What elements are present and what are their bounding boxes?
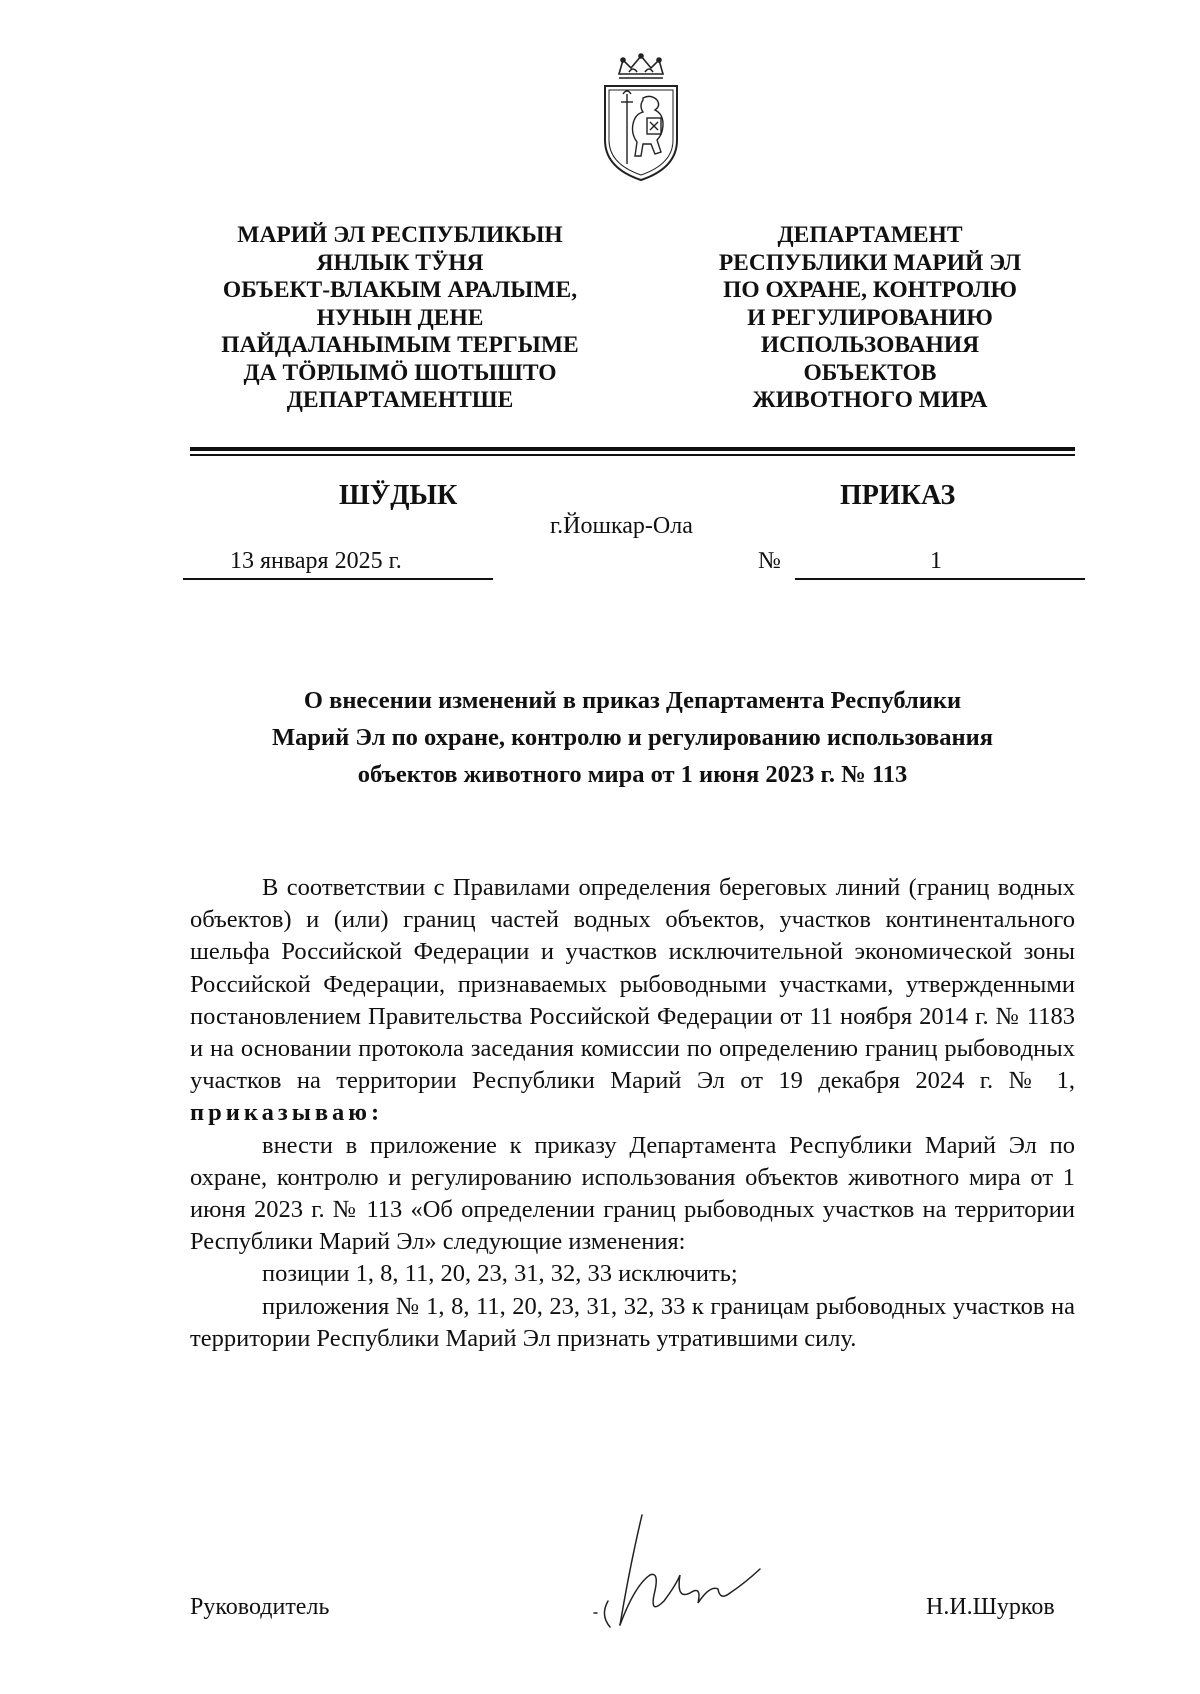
handwritten-signature (580, 1505, 780, 1645)
document-body (190, 872, 1075, 1355)
body-paragraph (190, 872, 1075, 1130)
header-mari-line: МАРИЙ ЭЛ РЕСПУБЛИКЫН (237, 222, 563, 248)
header-ru-line: И РЕГУЛИРОВАНИЮ (747, 304, 993, 331)
order-city: г.Йошкар-Ола (550, 513, 693, 539)
document-title-line: объектов животного мира от 1 июня 2023 г. № 113 (357, 761, 908, 788)
signatory-name: Н.И.Шурков (926, 1594, 1055, 1620)
preamble-text: В соответствии с Правилами определения береговых линий (границ водных объектов) и (или) границ частей водных объектов, участков континентального шельфа Российской Федерации и участков исключительной экономической зоны Российской Федерации, признаваемых рыбоводными участками, утвержденными постановлением Правительства Российской Федерации от 11 ноября 2014 г. № 1183 и на основании протокола заседания комиссии по определению границ рыбоводных участков на территории Республики Марий Эл от 19 декабря 2024 г. № 1, (190, 874, 1075, 1095)
header-ru-line: ДЕПАРТАМЕНТ (777, 222, 963, 248)
order-number-sign: № (758, 548, 781, 574)
body-paragraph: приложения № 1, 8, 11, 20, 23, 31, 32, 33 к границам рыбоводных участков на территории Республики Марий Эл признать утратившими силу. (190, 1292, 1075, 1352)
order-date: 13 января 2025 г. (230, 548, 402, 574)
header-ru-line: ОБЪЕКТОВ (803, 359, 937, 386)
document-title-line: Марий Эл по охране, контролю и регулированию использования (272, 724, 993, 751)
document-title-line: О внесении изменений в приказ Департамента Республики (303, 687, 962, 714)
header-divider-thin (190, 454, 1075, 456)
order-title-ru: ПРИКАЗ (840, 480, 956, 511)
body-paragraph: внести в приложение к приказу Департамента Республики Марий Эл по охране, контролю и регулированию использования объектов животного мира от 1 июня 2023 г. № 113 «Об определении границ рыбоводных участков на территории Республики Марий Эл» следующие изменения: (190, 1131, 1075, 1256)
signatory-role: Руководитель (190, 1594, 330, 1620)
header-ru-line: ИСПОЛЬЗОВАНИЯ (760, 332, 980, 358)
header-ru-line: ЖИВОТНОГО МИРА (752, 387, 988, 413)
header-mari-line: ДЕПАРТАМЕНТШЕ (286, 387, 514, 413)
header-mari-line: ЯНЛЫК ТӰНЯ (316, 249, 484, 276)
header-mari-line: ДА ТӦРЛЫМӦ ШОТЫШТО (243, 359, 557, 386)
header-ru-line: ПО ОХРАНЕ, КОНТРОЛЮ (723, 277, 1017, 303)
coat-of-arms-icon (601, 52, 681, 184)
order-title-mari: ШӰДЫК (339, 480, 458, 511)
header-ru-line: РЕСПУБЛИКИ МАРИЙ ЭЛ (718, 249, 1022, 276)
document-title (190, 682, 1075, 793)
header-mari-line: ОБЪЕКТ-ВЛАКЫМ АРАЛЫМЕ, (222, 277, 578, 303)
header-mari-line: НУНЫН ДЕНЕ (316, 304, 484, 331)
header-divider-thick (190, 447, 1075, 451)
header-ru-block (670, 222, 1070, 415)
body-paragraph: позиции 1, 8, 11, 20, 23, 31, 32, 33 исключить; (262, 1260, 738, 1288)
order-verb: приказываю: (190, 1099, 384, 1127)
header-mari-line: ПАЙДАЛАНЫМЫМ ТЕРГЫМЕ (221, 332, 579, 358)
date-underline (183, 578, 493, 580)
order-number: 1 (930, 548, 942, 574)
header-mari-block (200, 222, 600, 415)
number-underline (795, 578, 1085, 580)
